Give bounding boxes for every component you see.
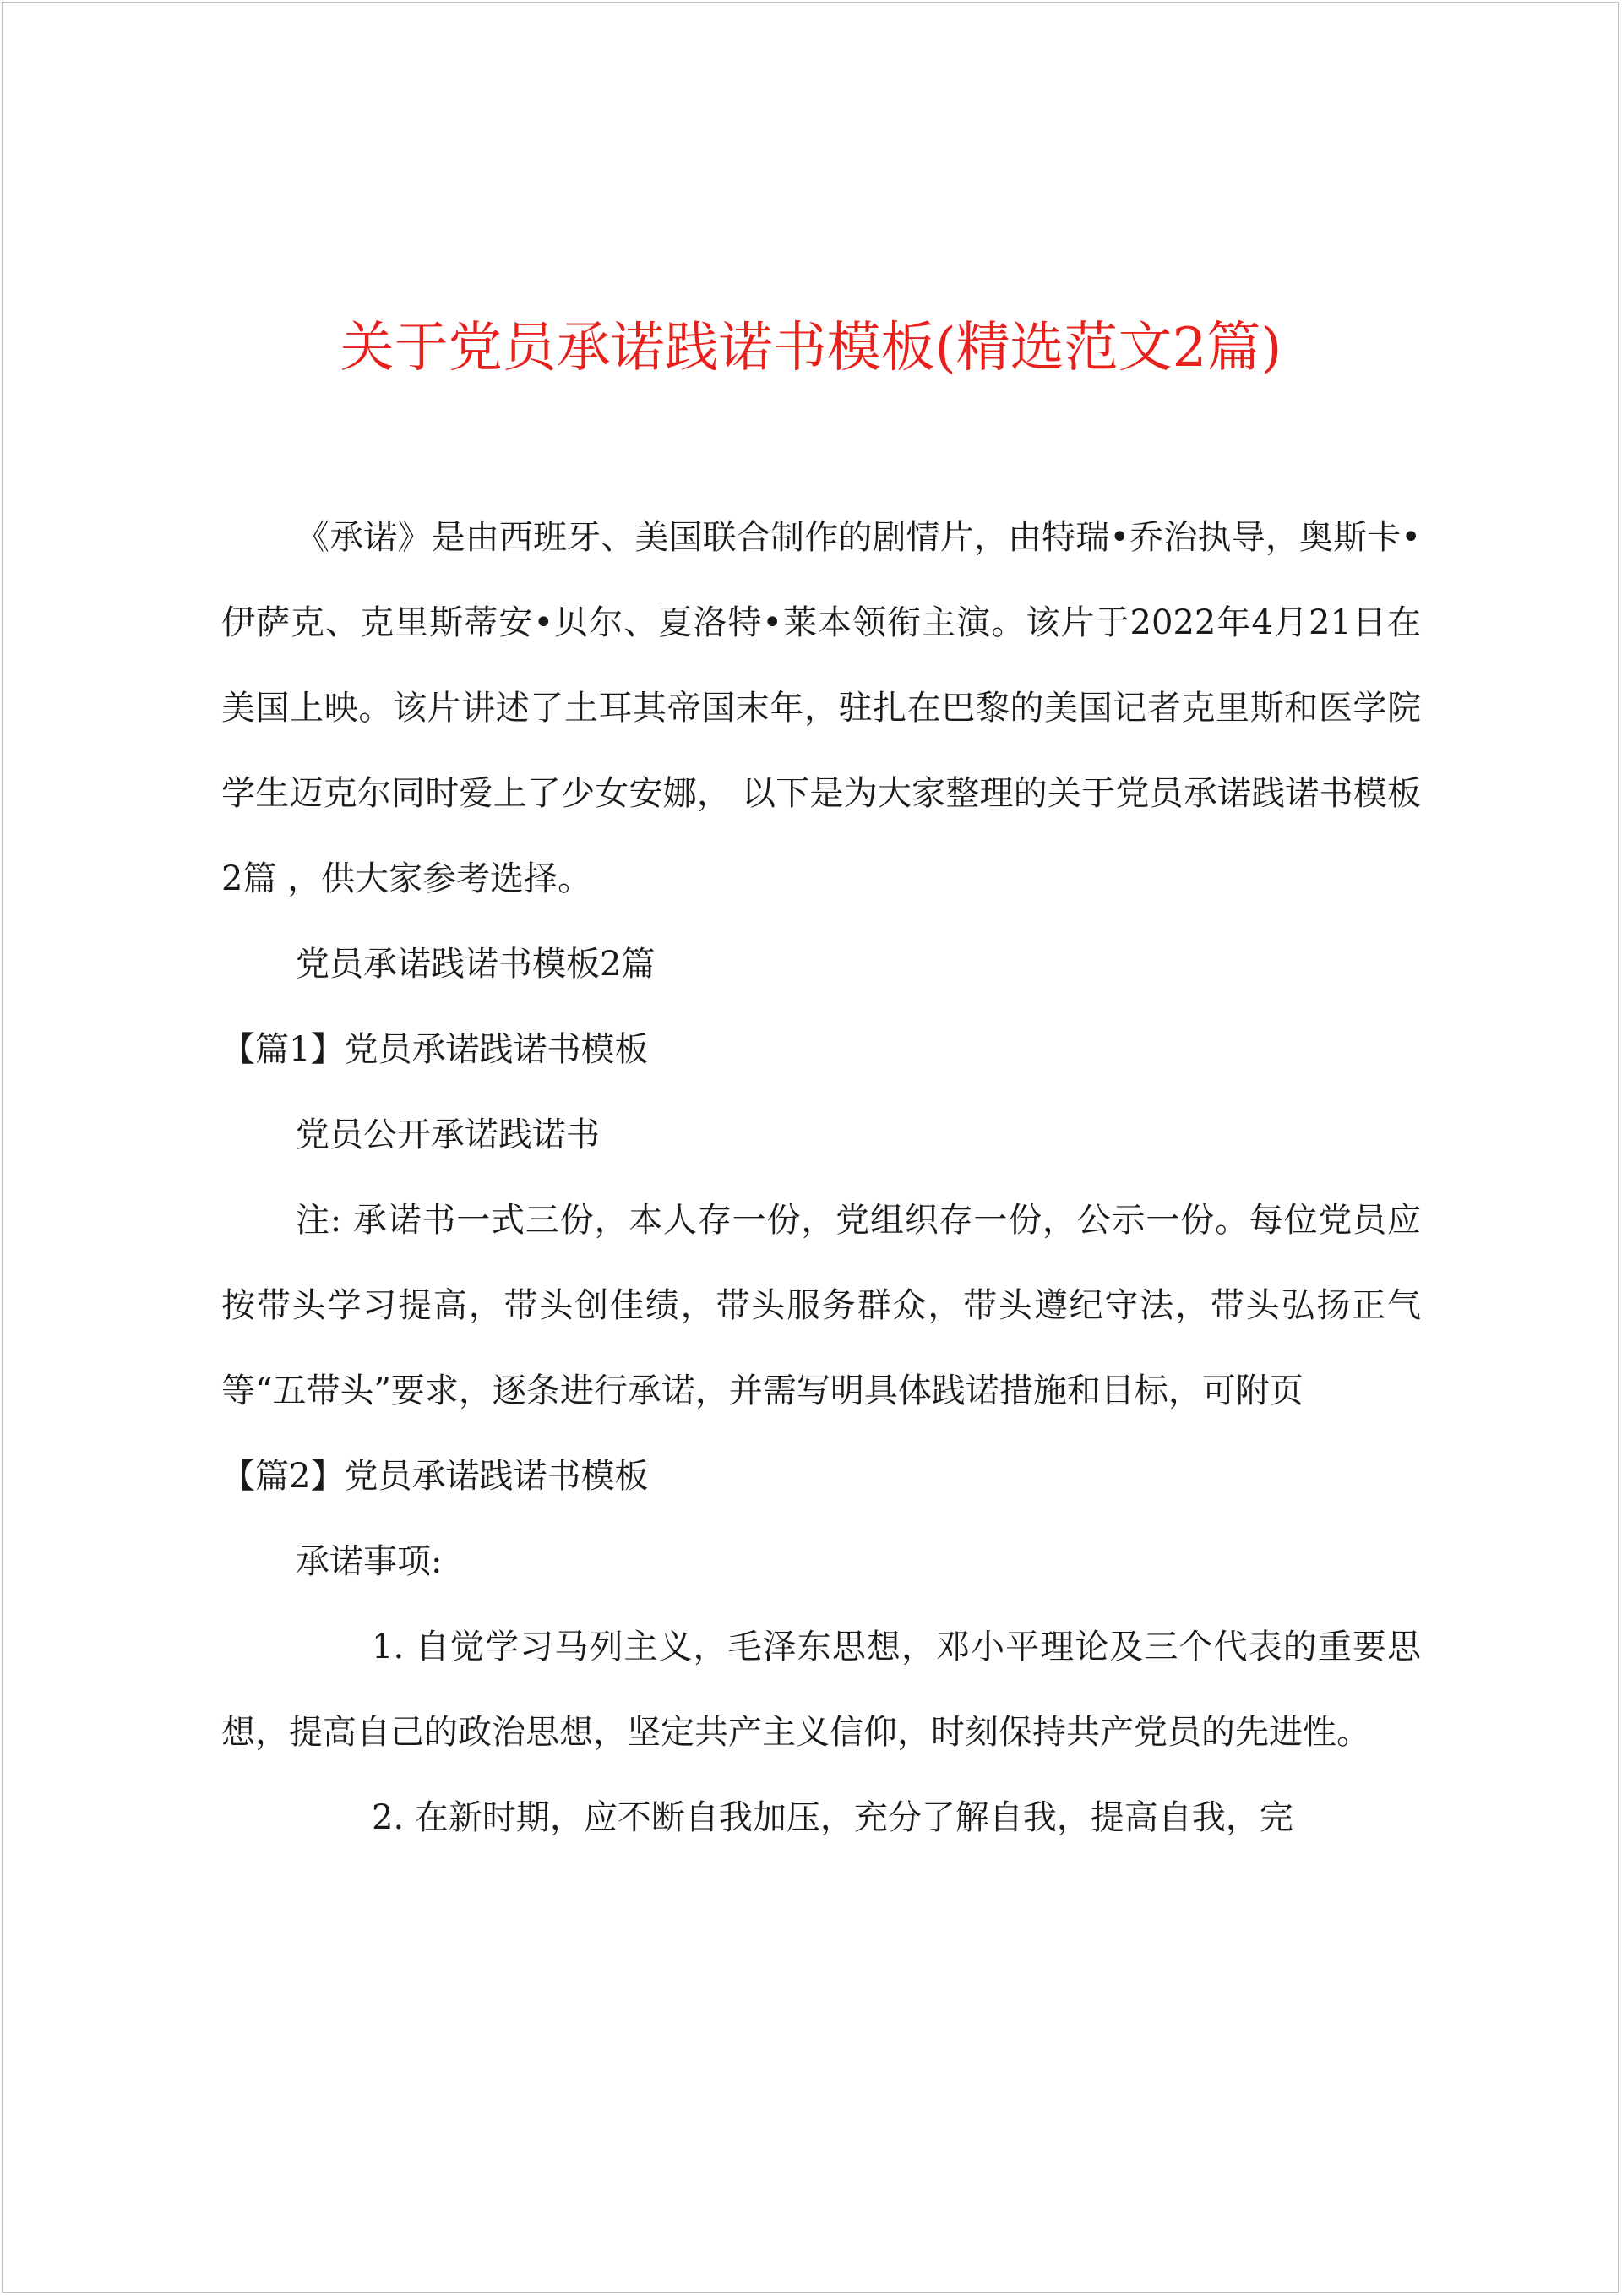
section1-doc-title: 党员公开承诺践诺书 xyxy=(296,1115,600,1154)
section2-item-1: 1. 自觉学习马列主义，毛泽东思想，邓小平理论及三个代表的重要思想，提高自己的政治思想，坚定共产主义信仰，时刻保持共产党员的先进性。 xyxy=(221,1628,1421,1752)
section1-note: 注: 承诺书一式三份，本人存一份，党组织存一份，公示一份。每位党员应按带头学习提高，带头创佳绩，带头服务群众，带头遵纪守法，带头弘扬正气等“五带头”要求，逐条进行承诺，并需写明具体践诺措施和目标，可附页 xyxy=(221,1201,1421,1410)
intro-paragraph: 《承诺》是由西班牙、美国联合制作的剧情片，由特瑞•乔治执导，奥斯卡•伊萨克、克里斯蒂安•贝尔、夏洛特•莱本领衔主演。该片于2022年4月21日在美国上映。该片讲述了土耳其帝国末年，驻扎在巴黎的美国记者克里斯和医学院学生迈克尔同时爱上了少女安娜， 以下是为大家整理的关于党员承诺践诺书模板2篇 ，供大家参考选择。 xyxy=(221,518,1421,898)
section2-items-label: 承诺事项: xyxy=(296,1542,443,1581)
document-body xyxy=(221,495,1421,1861)
section2-heading: 【篇2】党员承诺践诺书模板 xyxy=(221,1457,649,1496)
subtitle: 党员承诺践诺书模板2篇 xyxy=(296,945,656,984)
document-title: 关于党员承诺践诺书模板(精选范文2篇) xyxy=(340,317,1282,379)
section2-item-2: 2. 在新时期，应不断自我加压，充分了解自我，提高自我，完 xyxy=(372,1798,1293,1837)
section1-heading: 【篇1】党员承诺践诺书模板 xyxy=(221,1030,649,1069)
